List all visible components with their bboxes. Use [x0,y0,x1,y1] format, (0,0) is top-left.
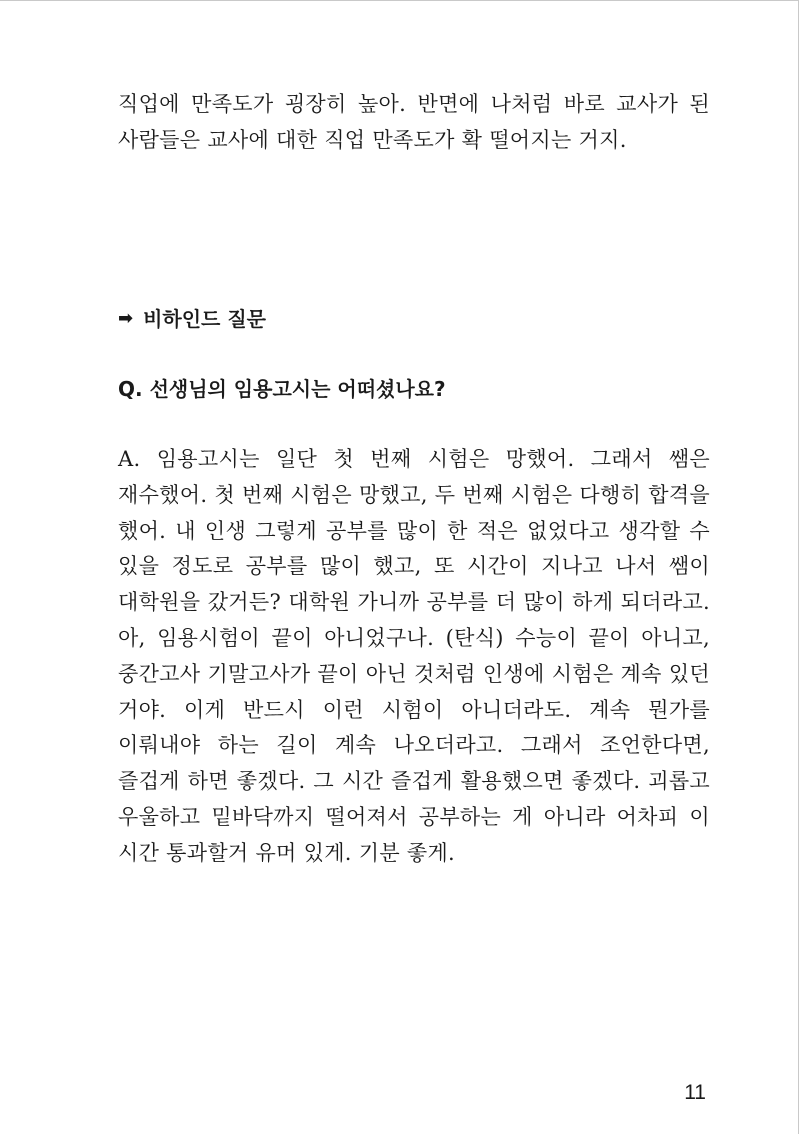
section-heading-title: 비하인드 질문 [143,307,266,331]
answer-paragraph: A. 임용고시는 일단 첫 번째 시험은 망했어. 그래서 쌤은 재수했어. 첫 번째 시험은 망했고, 두 번째 시험은 다행히 합격을 했어. 내 인생 그렇게 공부를 많이 한 적은 없었다고 생각할 수 있을 정도로 공부를 많이 했고, 또 시간이 지나고 나서 쌤이 대학원을 갔거든? 대학원 가니까 공부를 더 많이 하게 되더라고. 아, 임용시험이 끝이 아니었구나. (탄식) 수능이 끝이 아니고, 중간고사 기말고사가 끝이 아닌 것처럼 인생에 시험은 계속 있던 거야. 이게 반드시 이런 시험이 아니더라도. 계속 뭔가를 이뤄내야 하는 길이 계속 나오더라고. 그래서 조언한다면, 즐겁게 하면 좋겠다. 그 시간 즐겁게 활용했으면 좋겠다. 괴롭고 우울하고 밑바닥까지 떨어져서 공부하는 게 아니라 어차피 이 시간 통과할거 유머 있게. 기분 좋게. [118,447,710,865]
continuation-paragraph: 직업에 만족도가 굉장히 높아. 반면에 나처럼 바로 교사가 된 사람들은 교사에 대한 직업 만족도가 확 떨어지는 거지. [118,92,710,152]
page-number: 11 [684,1081,706,1104]
section-heading [118,304,266,334]
right-arrow-icon: ➡ [118,308,134,329]
question-heading: Q. 선생님의 임용고시는 어떠셨나요? [118,377,446,401]
